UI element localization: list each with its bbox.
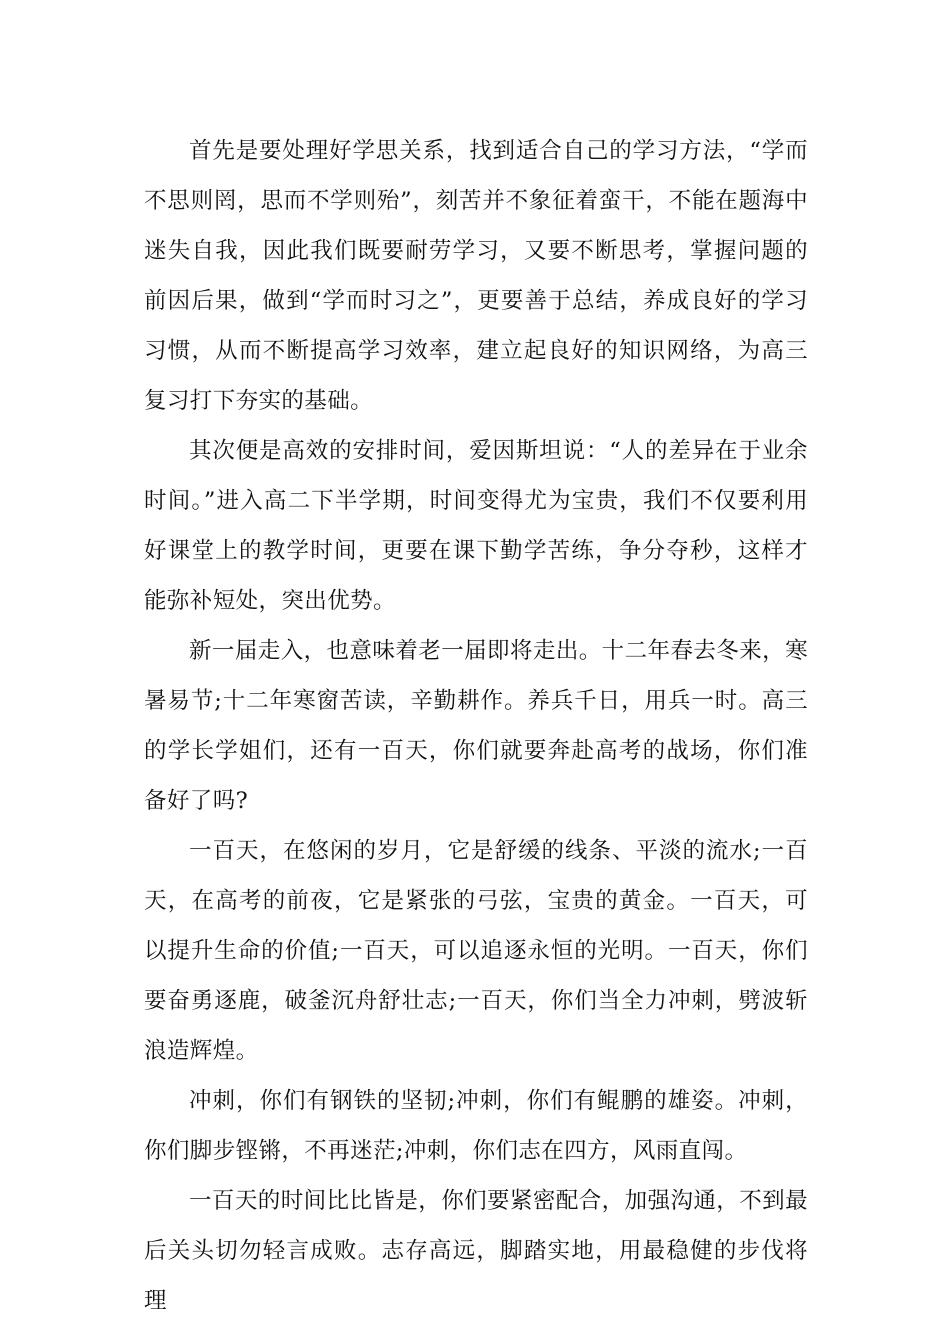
paragraph-seniors-farewell: 新一届走入，也意味着老一届即将走出。十二年春去冬来，寒暑易节;十二年寒窗苦读，辛勤耕作。养兵千日，用兵一时。高三的学长学姐们，还有一百天，你们就要奔赴高考的战场，你们准备好了吗? [144,638,808,814]
paragraph-cooperation: 一百天的时间比比皆是，你们要紧密配合，加强沟通，不到最后关头切勿轻言成败。志存高远，脚踏实地，用最稳健的步伐将理 [144,1188,808,1314]
paragraph-study-methods: 首先是要处理好学思关系，找到适合自己的学习方法，“学而不思则罔，思而不学则殆”，刻苦并不象征着蛮干，不能在题海中迷失自我，因此我们既要耐劳学习，又要不断思考，掌握问题的前因后果，做到“学而时习之”，更要善于总结，养成良好的学习习惯，从而不断提高学习效率，建立起良好的知识网络，为高三复习打下夯实的基础。 [144,138,808,414]
paragraph-hundred-days: 一百天，在悠闲的岁月，它是舒缓的线条、平淡的流水;一百天，在高考的前夜，它是紧张的弓弦，宝贵的黄金。一百天，可以提升生命的价值;一百天，可以追逐永恒的光明。一百天，你们要奋勇逐鹿，破釜沉舟舒壮志;一百天，你们当全力冲刺，劈波斩浪造辉煌。 [144,838,808,1064]
paragraph-time-management: 其次便是高效的安排时间，爱因斯坦说：“人的差异在于业余时间。”进入高二下半学期，时间变得尤为宝贵，我们不仅要利用好课堂上的教学时间，更要在课下勤学苦练，争分夺秒，这样才能弥补短处，突出优势。 [144,438,808,614]
paragraph-sprint: 冲刺，你们有钢铁的坚韧;冲刺，你们有鲲鹏的雄姿。冲刺，你们脚步铿锵，不再迷茫;冲刺，你们志在四方，风雨直闯。 [144,1088,808,1164]
document-body [144,126,808,1326]
